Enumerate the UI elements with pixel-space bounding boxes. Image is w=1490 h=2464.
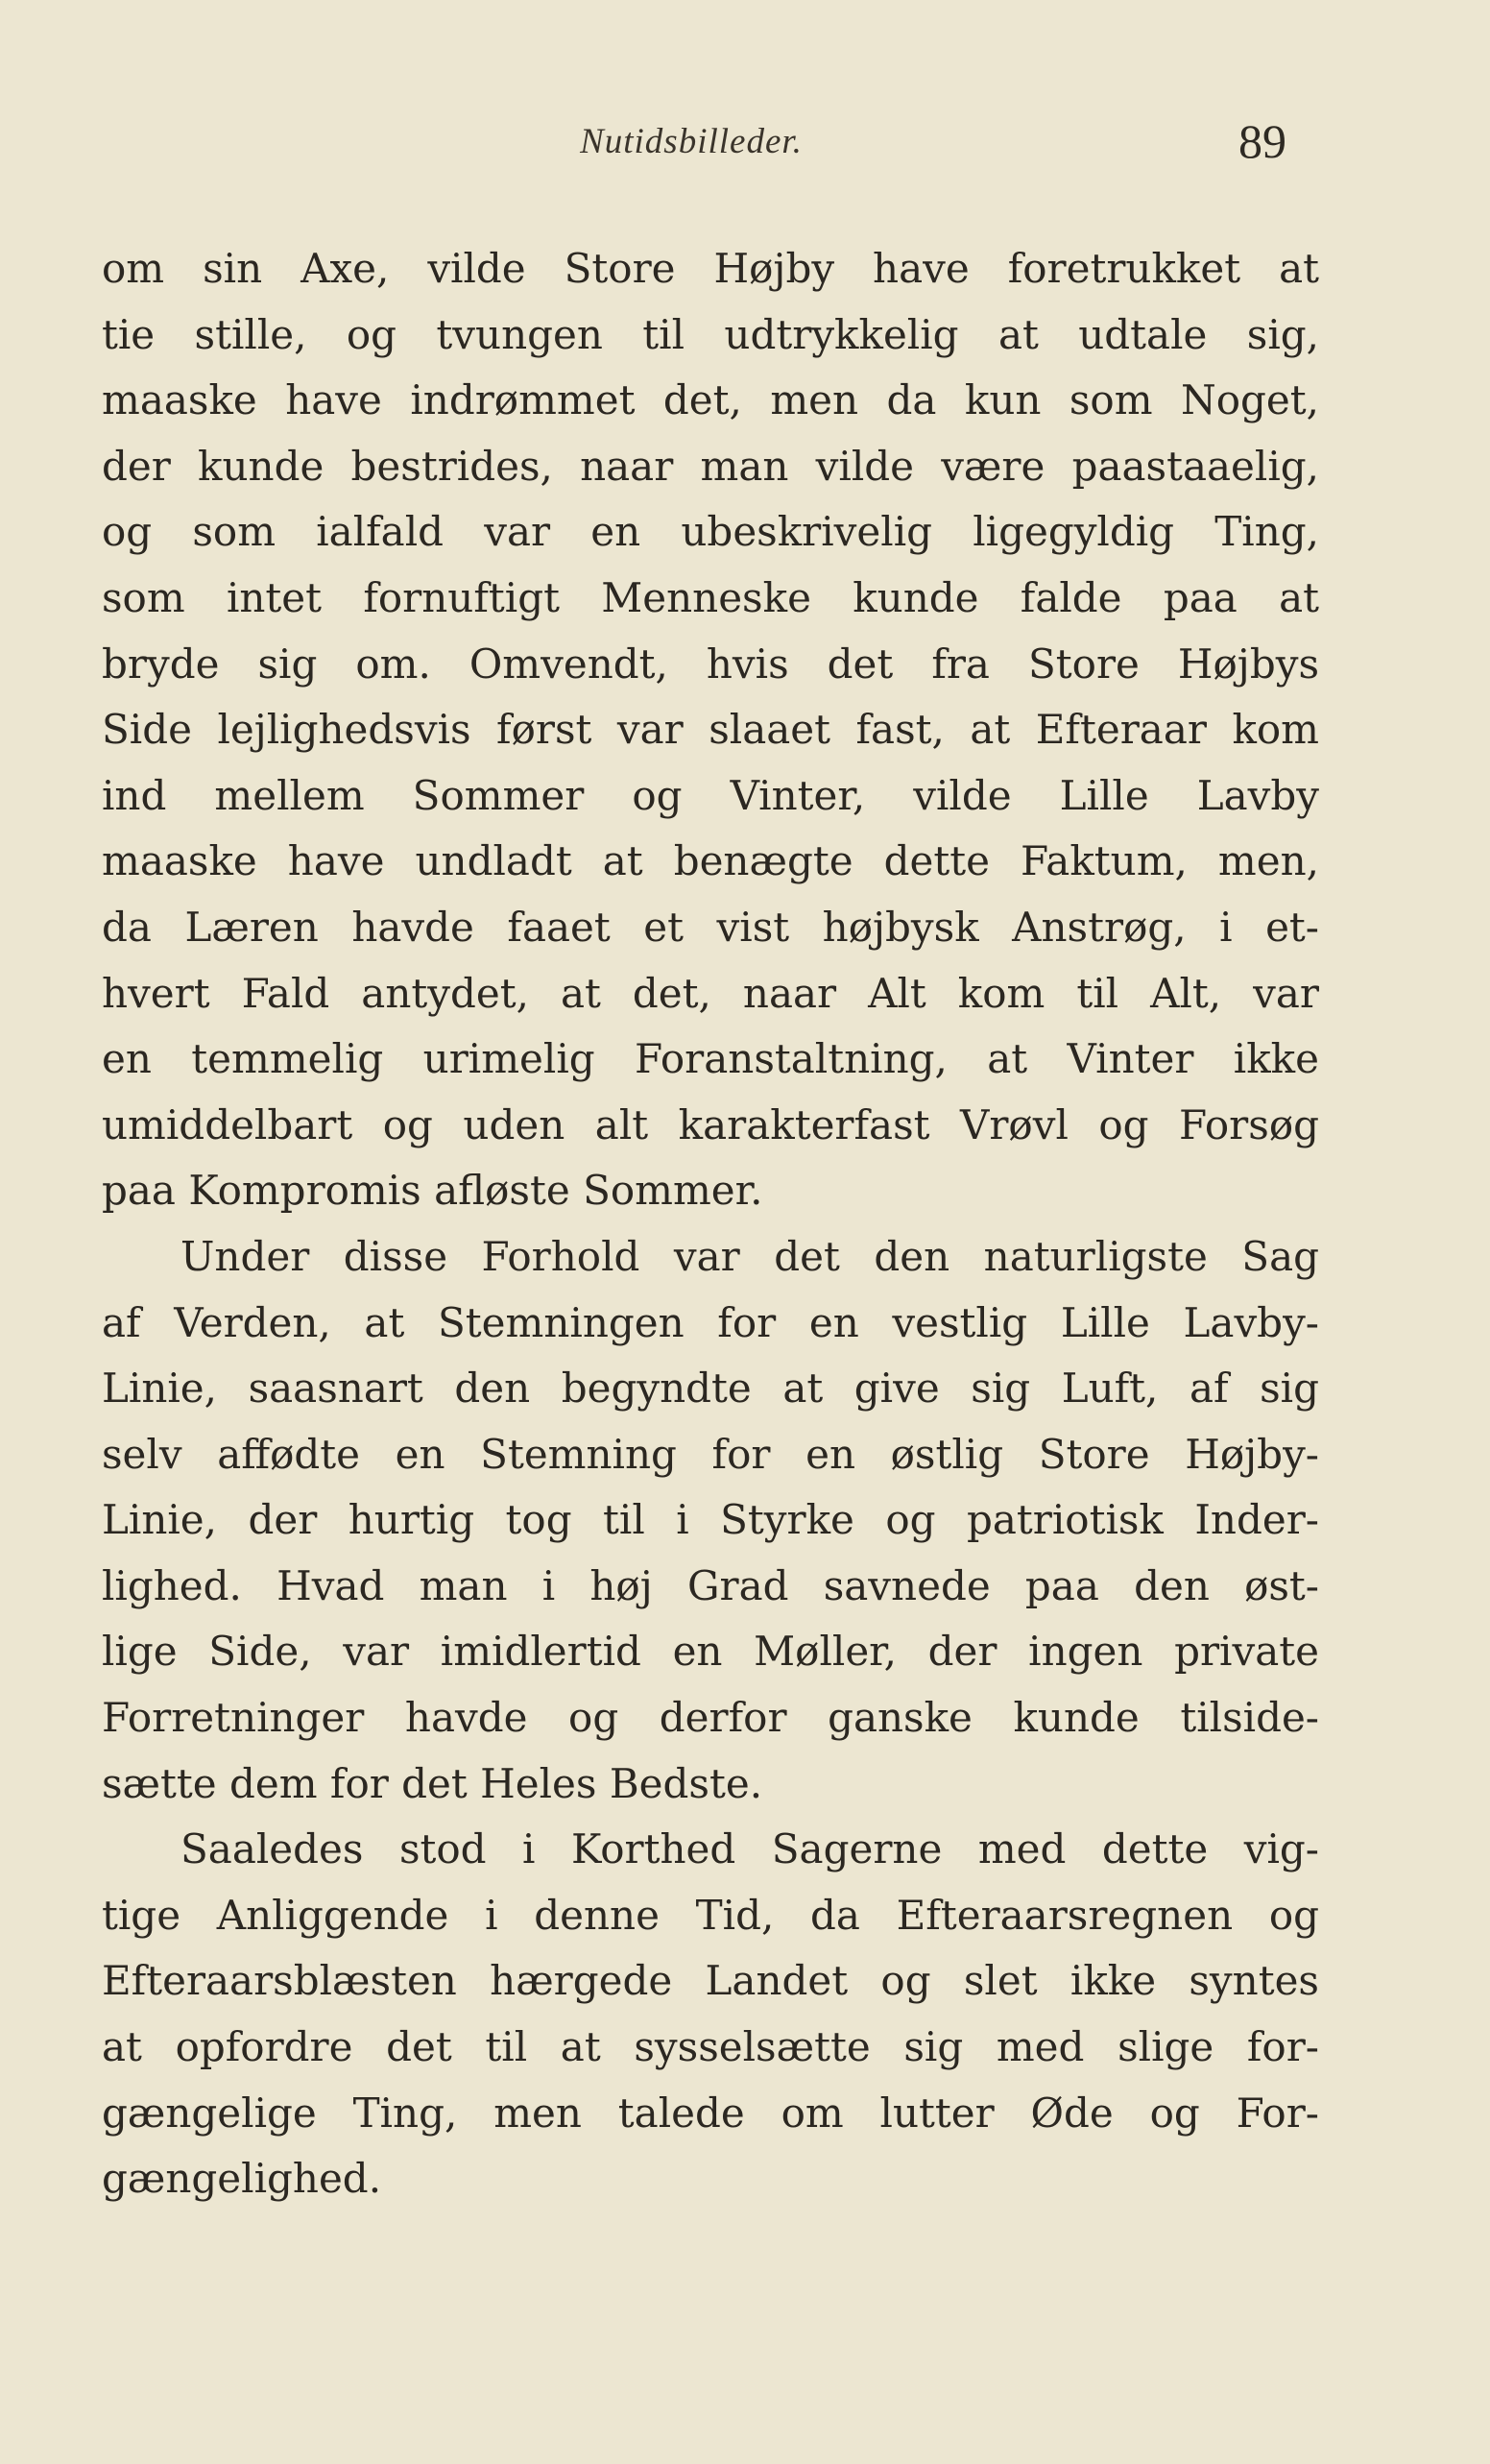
- text-line: og som ialfald var en ubeskrivelig ligegyldig Ting,: [102, 508, 1319, 556]
- text-line: lige Side, var imidlertid en Møller, der ingen private: [102, 1628, 1319, 1676]
- text-line: maaske have undladt at benægte dette Faktum, men,: [102, 837, 1319, 885]
- text-line: tige Anliggende i denne Tid, da Efteraarsregnen og: [102, 1891, 1319, 1939]
- text-line: Saaledes stod i Korthed Sagerne med dette vig-: [180, 1825, 1319, 1873]
- text-line: sætte dem for det Heles Bedste.: [102, 1759, 763, 1807]
- text-line: Linie, saasnart den begyndte at give sig Luft, af sig: [102, 1365, 1319, 1413]
- text-line: da Læren havde faaet et vist højbysk Anstrøg, i et-: [102, 903, 1319, 951]
- text-line: at opfordre det til at sysselsætte sig med slige for-: [102, 2023, 1319, 2071]
- text-line: tie stille, og tvungen til udtrykkelig at udtale sig,: [102, 310, 1319, 358]
- text-line: maaske have indrømmet det, men da kun som Noget,: [102, 376, 1319, 424]
- running-title: Nutidsbilleder.: [580, 122, 803, 161]
- text-line: Forretninger havde og derfor ganske kunde tilside-: [102, 1694, 1319, 1742]
- body-text: [102, 236, 1319, 2212]
- text-line: hvert Fald antydet, at det, naar Alt kom til Alt, var: [102, 969, 1319, 1017]
- text-line: der kunde bestrides, naar man vilde være paastaaelig,: [102, 442, 1319, 490]
- text-line: paa Kompromis afløste Sommer.: [102, 1167, 763, 1215]
- text-line: en temmelig urimelig Foranstaltning, at Vinter ikke: [102, 1035, 1319, 1083]
- text-line: Side lejlighedsvis først var slaaet fast, at Efteraar kom: [102, 706, 1319, 754]
- page-number: 89: [1238, 114, 1286, 168]
- text-line: umiddelbart og uden alt karakterfast Vrøvl og Forsøg: [102, 1100, 1319, 1148]
- text-line: lighed. Hvad man i høj Grad savnede paa den øst-: [102, 1561, 1319, 1609]
- text-line: bryde sig om. Omvendt, hvis det fra Store Højbys: [102, 640, 1319, 688]
- text-line: gængelige Ting, men talede om lutter Øde og For-: [102, 2089, 1319, 2137]
- running-head: [0, 113, 1490, 171]
- text-line: Efteraarsblæsten hærgede Landet og slet ikke syntes: [102, 1957, 1319, 2005]
- text-line: Under disse Forhold var det den naturligste Sag: [180, 1232, 1319, 1280]
- text-line: ind mellem Sommer og Vinter, vilde Lille Lavby: [102, 771, 1319, 819]
- text-line: som intet fornuftigt Menneske kunde falde paa at: [102, 573, 1319, 621]
- text-line: selv affødte en Stemning for en østlig Store Højby-: [102, 1430, 1319, 1478]
- text-line: Linie, der hurtig tog til i Styrke og patriotisk Inder-: [102, 1496, 1319, 1544]
- text-line: af Verden, at Stemningen for en vestlig Lille Lavby-: [102, 1298, 1319, 1346]
- text-line: gængelighed.: [102, 2155, 382, 2203]
- text-line: om sin Axe, vilde Store Højby have foretrukket at: [102, 245, 1319, 292]
